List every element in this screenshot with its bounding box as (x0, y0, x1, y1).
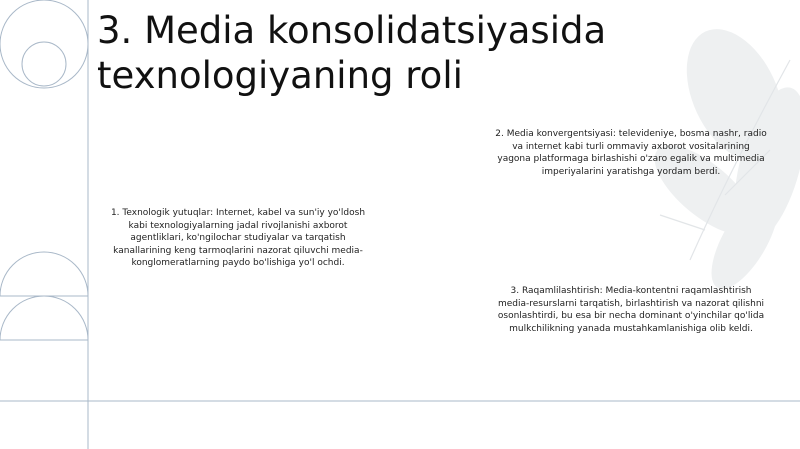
text-line: konglomeratlarning paydo bo'lishiga yo'l ochdi. (131, 258, 345, 268)
text-line: 2. Media konvergentsiyasi: televideniye, bosma nashr, radio (495, 129, 767, 139)
text-line: 1. Texnologik yutuqlar: Internet, kabel va sun'iy yo'ldosh (110, 208, 366, 218)
text-line: imperiyalarini yaratishga yordam berdi. (541, 166, 721, 177)
slide-title-line-2: texnologiyaning roli (97, 54, 463, 97)
text-line: osonlashtirdi, bu esa bir necha dominant o'yinchilar qo'lida (497, 311, 765, 321)
text-line: 3. Raqamlilashtirish: Media-kontentni raqamlashtirish (510, 286, 752, 296)
slide-title (97, 8, 757, 98)
text-line: media-resurslarni tarqatish, birlashtirish va nazorat qilishni (497, 298, 765, 309)
text-line: kanallarining keng tarmoqlarini nazorat qiluvchi media- (113, 245, 363, 256)
point-technological-advances (98, 207, 378, 270)
point-digitalization (486, 285, 776, 335)
point-media-convergence (486, 128, 776, 178)
text-line: agentliklari, ko'ngilochar studiyalar va tarqatish (130, 233, 346, 243)
slide-title-line-1: 3. Media konsolidatsiyasida (97, 9, 607, 52)
text-line: kabi texnologiyalarning jadal rivojlanishi axborot (128, 220, 348, 231)
text-line: va internet kabi turli ommaviy axborot vositalarining (512, 141, 750, 152)
text-line: yagona platformaga birlashishi o'zaro egalik va multimedia (497, 154, 765, 164)
text-line: mulkchilikning yanada mustahkamlanishiga olib keldi. (509, 323, 753, 334)
